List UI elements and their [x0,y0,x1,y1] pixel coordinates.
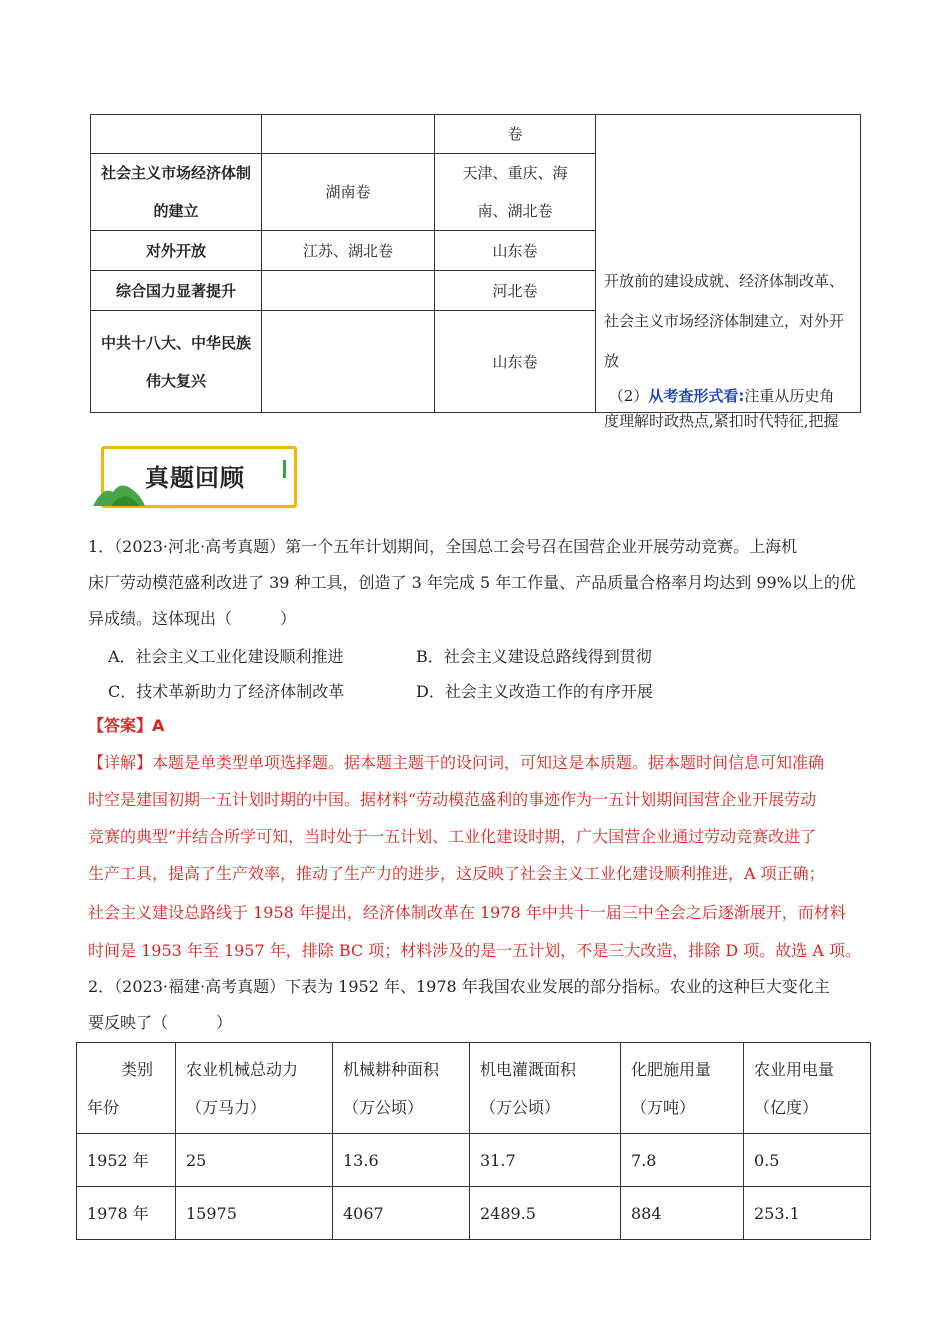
section-banner [93,446,293,506]
table-cell: 江苏、湖北卷 [262,231,435,271]
question-text: 床厂劳动模范盛利改进了 39 种工具，创造了 3 年完成 5 年工作量、产品质量合格率月均达到 99%以上的优 [88,573,856,592]
question-text: 要反映了（ ） [88,1013,233,1032]
option-c: C．技术革新助力了经济体制改革 [108,682,345,701]
table-cell: 2489.5 [470,1187,621,1240]
table-cell-topic: 社会主义市场经济体制的建立 [91,154,262,231]
detail-text: 竞赛的典型”并结合所学可知，当时处于一五计划、工业化建设时期，广大国营企业通过劳动竞赛改进了 [88,827,817,846]
table-cell: 1978 年 [77,1187,176,1240]
header-cell: 农业用电量 （亿度） [744,1043,871,1134]
question-text: 2．（2023·福建·高考真题）下表为 1952 年、1978 年我国农业发展的部分指标。农业的这种巨大变化主 [88,977,830,996]
detail-text: 生产工具，提高了生产效率，推动了生产力的进步，这反映了社会主义工业化建设顺利推进，A 项正确； [88,864,825,883]
header-cell: 类别 年份 [77,1043,176,1134]
detail-text: 【详解】本题是单类型单项选择题。据本题主题干的设问词，可知这是本质题。据本题时间信息可知准确 [88,753,825,772]
side-line: 开放前的建设成就、经济体制改革、 [604,272,845,290]
table-cell: 7.8 [621,1134,744,1187]
table-cell: 15975 [176,1187,333,1240]
table-side-cell [596,115,861,413]
question-text: 异成绩。这体现出（ ） [88,609,297,628]
banner-accent [283,460,286,478]
table-cell: 1952 年 [77,1134,176,1187]
side-line: 放 [604,352,620,370]
table-cell: 卷 [435,115,596,154]
header-cell: 机械耕种面积 （万公顷） [333,1043,470,1134]
table-cell: 河北卷 [435,271,596,311]
banner-title: 真题回顾 [145,464,245,492]
side-line: 社会主义市场经济体制建立，对外开 [604,312,845,330]
table-cell [262,271,435,311]
detail-text: 社会主义建设总路线于 1958 年提出，经济体制改革在 1978 年中共十一届三中全会之后逐渐展开，而材料 [88,903,846,922]
table-cell: 25 [176,1134,333,1187]
table-cell: 0.5 [744,1134,871,1187]
side-text [604,261,856,411]
header-cell: 化肥施用量 （万吨） [621,1043,744,1134]
table-cell [91,115,262,154]
table-row [77,1187,871,1240]
table-cell-topic: 中共十八大、中华民族伟大复兴 [91,311,262,413]
question-text: 1．（2023·河北·高考真题）第一个五年计划期间，全国总工会号召在国营企业开展劳动竞赛。上海机 [88,537,798,556]
option-b: B．社会主义建设总路线得到贯彻 [416,647,652,666]
side-overflow-line: 度理解时政热点,紧扣时代特征,把握 [604,412,839,430]
agriculture-table [76,1042,871,1240]
table-cell-topic: 对外开放 [91,231,262,271]
side-line: （2）从考查形式看:注重从历史角 [608,387,835,405]
header-cell: 机电灌溉面积 （万公顷） [470,1043,621,1134]
mountain-icon [93,478,153,508]
exam-form-label: 从考查形式看: [648,387,745,405]
table-cell: 湖南卷 [262,154,435,231]
option-d: D．社会主义改造工作的有序开展 [416,682,653,701]
table-cell [262,115,435,154]
detail-text: 时空是建国初期一五计划时期的中国。据材料“劳动模范盛利的事迹作为一五计划期间国营企业开展劳动 [88,790,817,809]
table-cell: 31.7 [470,1134,621,1187]
table-cell-topic: 综合国力显著提升 [91,271,262,311]
topics-table [90,114,861,413]
header-cell: 农业机械总动力 （万马力） [176,1043,333,1134]
table-cell: 884 [621,1187,744,1240]
option-a: A．社会主义工业化建设顺利推进 [108,647,344,666]
table-cell: 253.1 [744,1187,871,1240]
table-row [77,1134,871,1187]
answer-label: 【答案】A [88,716,165,735]
detail-text: 时间是 1953 年至 1957 年，排除 BC 项；材料涉及的是一五计划，不是三大改造，排除 D 项。故选 A 项。 [88,941,861,960]
table-cell: 山东卷 [435,311,596,413]
table-cell [262,311,435,413]
table-cell: 13.6 [333,1134,470,1187]
table-cell: 山东卷 [435,231,596,271]
table-cell: 天津、重庆、海南、湖北卷 [435,154,596,231]
table-cell: 4067 [333,1187,470,1240]
